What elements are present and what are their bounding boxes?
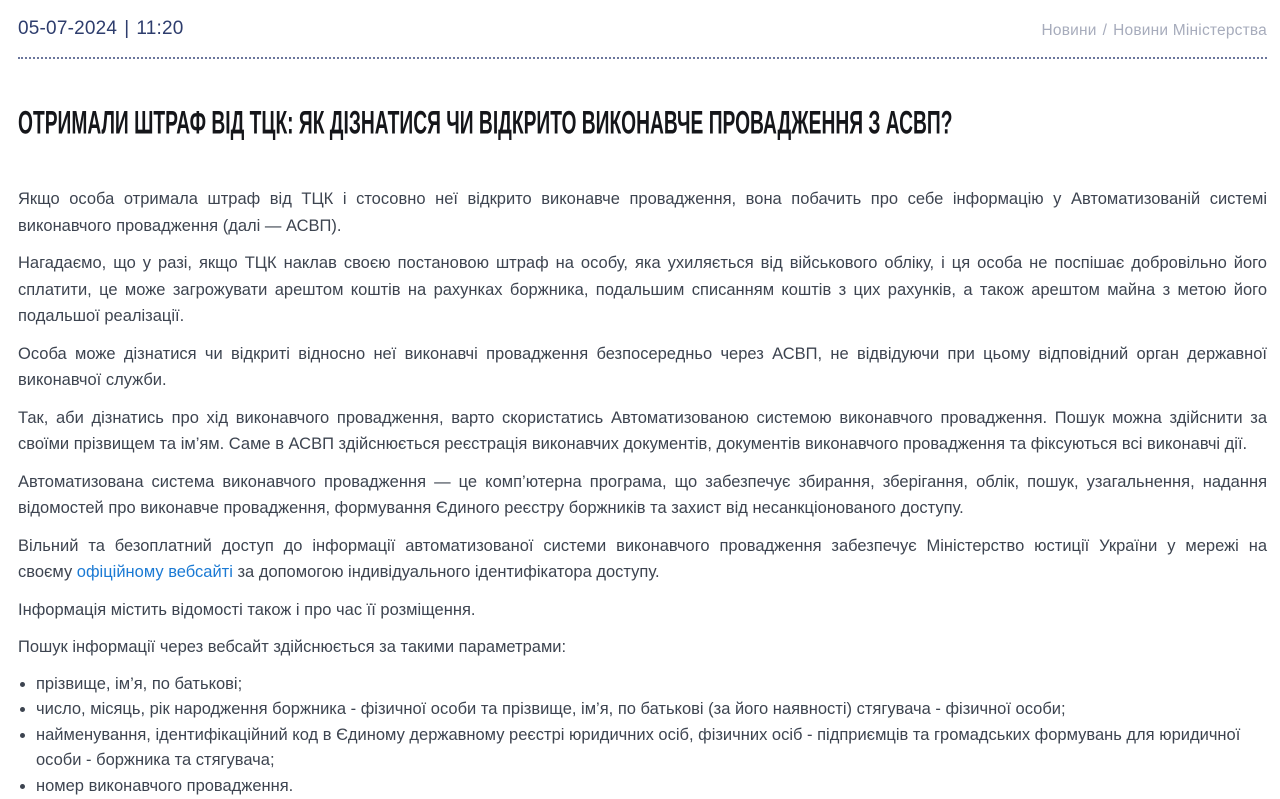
publish-date: 05-07-2024 bbox=[18, 18, 117, 39]
list-item-birthdate: • число, місяць, рік народження боржника - фізичної особи та прізвище, ім’я, по батькові (за його наявності) стягувача - фізичної особи; bbox=[36, 697, 1267, 723]
article-body bbox=[18, 186, 1267, 799]
breadcrumb-link-ministry-news[interactable]: Новини Міністерства bbox=[1113, 22, 1267, 39]
publish-datetime bbox=[18, 18, 183, 40]
paragraph-with-link bbox=[18, 533, 1267, 586]
paragraph-intro: Якщо особа отримала штраф від ТЦК і стосовно неї відкрито виконавче провадження, вона побачить про себе інформацію у Автоматизованій системі виконавчого провадження (далі — АСВП). bbox=[18, 186, 1267, 239]
list-item-name: • прізвище, ім’я, по батькові; bbox=[36, 672, 1267, 698]
paragraph-asvp-definition: Автоматизована система виконавчого провадження — це комп’ютерна програма, що забезпечує збирання, зберігання, облік, пошук, узагальнення, надання відомостей про виконавче провадження, формування Єдиного реєстру боржників та захист від несанкціонованого доступу. bbox=[18, 469, 1267, 522]
dotted-divider bbox=[18, 57, 1267, 59]
paragraph-text-after-link: за допомогою індивідуального ідентифікатора доступу. bbox=[233, 563, 660, 581]
list-item-case-number: • номер виконавчого провадження. bbox=[36, 774, 1267, 799]
official-website-link[interactable]: офіційному вебсайті bbox=[77, 563, 233, 581]
breadcrumb bbox=[1042, 22, 1267, 40]
paragraph-list-intro: Пошук інформації через вебсайт здійснюється за такими параметрами: bbox=[18, 634, 1267, 661]
paragraph-search-howto: Так, аби дізнатись про хід виконавчого провадження, варто скористатись Автоматизованою системою виконавчого провадження. Пошук можна здійснити за своїми прізвищем та ім’ям. Саме в АСВП здійснюється реєстрація виконавчих документів, документів виконавчого провадження та фіксуються всі виконавчі дії. bbox=[18, 405, 1267, 458]
article-title bbox=[18, 104, 1267, 134]
breadcrumb-link-news[interactable]: Новини bbox=[1042, 22, 1097, 39]
article-meta-bar bbox=[18, 18, 1267, 40]
datetime-separator: | bbox=[124, 18, 129, 39]
paragraph-text-before-link: Вільний та безоплатний доступ до інформації автоматизованої системи виконавчого провадження забезпечує Міністерство юстиції України у мережі на своєму bbox=[18, 537, 1267, 582]
list-item-legal-entity: • найменування, ідентифікаційний код в Єдиному державному реєстрі юридичних осіб, фізичних осіб - підприємців та громадських формувань для юридичної особи - боржника та стягувача; bbox=[36, 723, 1267, 774]
publish-time: 11:20 bbox=[136, 18, 183, 39]
paragraph-check-asvp: Особа може дізнатися чи відкриті відносно неї виконавчі провадження безпосередньо через АСВП, не відвідуючи при цьому відповідний орган державної виконавчої служби. bbox=[18, 341, 1267, 394]
paragraph-timestamp-note: Інформація містить відомості також і про час її розміщення. bbox=[18, 597, 1267, 624]
search-params-list bbox=[18, 672, 1267, 799]
breadcrumb-divider: / bbox=[1103, 22, 1108, 39]
paragraph-reminder: Нагадаємо, що у разі, якщо ТЦК наклав своєю постановою штраф на особу, яка ухиляється від військового обліку, і ця особа не поспішає добровільно його сплатити, це може загрожувати арештом коштів на рахунках боржника, подальшим списанням коштів з цих рахунків, а також арештом майна з метою його подальшої реалізації. bbox=[18, 250, 1267, 330]
article-title-text: ОТРИМАЛИ ШТРАФ ВІД ТЦК: ЯК ДІЗНАТИСЯ ЧИ ВІДКРИТО ВИКОНАВЧЕ ПРОВАДЖЕННЯ З АСВП? bbox=[18, 107, 952, 138]
